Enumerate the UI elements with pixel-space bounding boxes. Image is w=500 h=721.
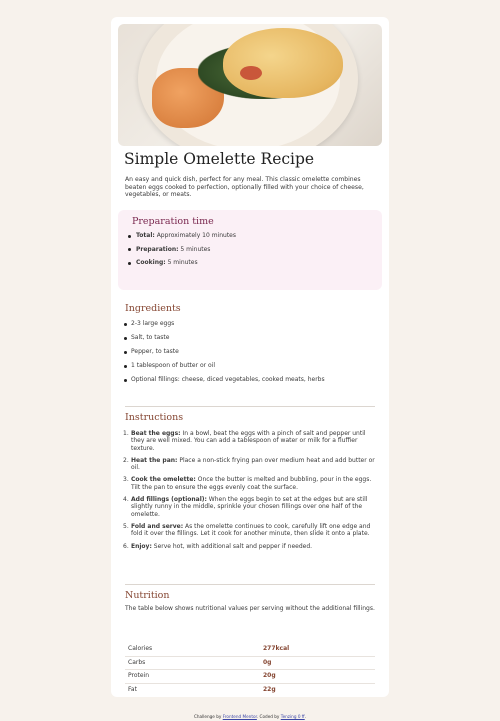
nutrition-row: [125, 643, 375, 657]
step-number: 4.: [123, 496, 129, 504]
step-text: In a bowl, beat the eggs with a pinch of salt and pepper until they are well mixed. You can add a tablespoon of water or milk for a fluffier texture.: [131, 430, 366, 452]
step-label: Add fillings (optional):: [131, 496, 207, 504]
instruction-step: [125, 496, 377, 518]
preparation-item: [136, 259, 236, 266]
page-title: Simple Omelette Recipe: [124, 150, 315, 168]
nutrition-row: [125, 657, 375, 671]
nutrition-row: [125, 684, 375, 697]
step-text: When the eggs begin to set at the edges but are still slightly runny in the middle, sprinkle your chosen fillings over one half of the omelette.: [131, 496, 368, 518]
footer-prefix: Challenge by: [193, 714, 223, 719]
ingredient-item: Salt, to taste: [131, 334, 325, 341]
instructions-list: [125, 430, 377, 555]
frontend-mentor-link[interactable]: Frontend Mentor: [222, 714, 257, 719]
tomato-shape: [240, 66, 262, 80]
instructions-heading: Instructions: [125, 412, 184, 423]
preparation-item-label: Cooking:: [136, 259, 166, 267]
recipe-intro: An easy and quick dish, perfect for any meal. This classic omelette combines beaten eggs cooked to perfection, optionally filled with your choice of cheese, vegetables, or meats.: [125, 176, 364, 199]
preparation-item-value: 5 minutes: [178, 245, 211, 253]
nutrient-value: 0g: [263, 658, 272, 666]
ingredients-list: [123, 320, 325, 390]
step-text: As the omelette continues to cook, carefully lift one edge and fold it over the fillings. Let it cook for another minute, then slide it onto a plate.: [131, 522, 371, 538]
ingredient-item: Optional fillings: cheese, diced vegetables, cooked meats, herbs: [131, 376, 325, 383]
footer-middle: . Coded by: [256, 714, 281, 719]
ingredients-heading: Ingredients: [125, 303, 181, 314]
preparation-item-label: Preparation:: [136, 245, 179, 253]
step-text: Once the butter is melted and bubbling, pour in the eggs. Tilt the pan to ensure the eggs evenly coat the surface.: [131, 476, 372, 491]
step-number: 6.: [123, 542, 129, 550]
nutrition-heading: Nutrition: [125, 590, 170, 601]
step-number: 2.: [123, 456, 129, 464]
nutrient-value: 22g: [263, 685, 276, 693]
nutrition-row: [125, 670, 375, 684]
instruction-step: [125, 457, 377, 472]
step-text: Place a non-stick frying pan over medium heat and add butter or oil.: [131, 456, 375, 472]
instruction-step: [125, 430, 377, 452]
nutrition-table: [125, 643, 375, 696]
nutrient-name: Protein: [128, 672, 150, 679]
step-label: Cook the omelette:: [131, 476, 196, 484]
step-number: 5.: [123, 522, 129, 530]
step-label: Heat the pan:: [131, 456, 178, 464]
omelette-shape: [223, 28, 343, 98]
preparation-item: [136, 246, 236, 253]
nutrition-intro: The table below shows nutritional values per serving without the additional fillings.: [125, 605, 375, 612]
section-divider: [125, 584, 375, 585]
step-label: Enjoy:: [131, 542, 152, 550]
preparation-heading: Preparation time: [132, 216, 214, 227]
ingredient-item: 1 tablespoon of butter or oil: [131, 362, 325, 369]
step-number: 1.: [123, 430, 129, 437]
step-label: Fold and serve:: [131, 522, 184, 530]
nutrient-name: Carbs: [128, 658, 146, 666]
ingredient-item: 2-3 large eggs: [131, 320, 325, 327]
section-divider: [125, 406, 375, 407]
preparation-item-value: Approximately 10 minutes: [154, 232, 236, 239]
step-label: Beat the eggs:: [131, 430, 181, 437]
preparation-item-value: 5 minutes: [165, 259, 198, 267]
instruction-step: [125, 543, 377, 550]
ingredient-item: Pepper, to taste: [131, 348, 325, 355]
instruction-step: [125, 476, 377, 491]
nutrient-name: Calories: [128, 645, 153, 652]
instruction-step: [125, 523, 377, 538]
preparation-time-box: [118, 210, 382, 290]
nutrient-value: 277kcal: [263, 645, 290, 652]
step-text: Serve hot, with additional salt and pepper if needed.: [151, 542, 313, 550]
nutrient-name: Fat: [128, 685, 137, 693]
footer-suffix: .: [304, 714, 307, 719]
step-number: 3.: [123, 476, 129, 484]
nutrient-value: 20g: [263, 672, 276, 679]
author-link[interactable]: Tenzing 0 ff: [280, 714, 305, 719]
recipe-card: [111, 17, 389, 697]
preparation-list: [124, 232, 236, 273]
omelette-image: [118, 24, 382, 146]
preparation-item-label: Total:: [136, 232, 155, 239]
preparation-item: [136, 232, 236, 239]
attribution-footer: [0, 714, 500, 719]
